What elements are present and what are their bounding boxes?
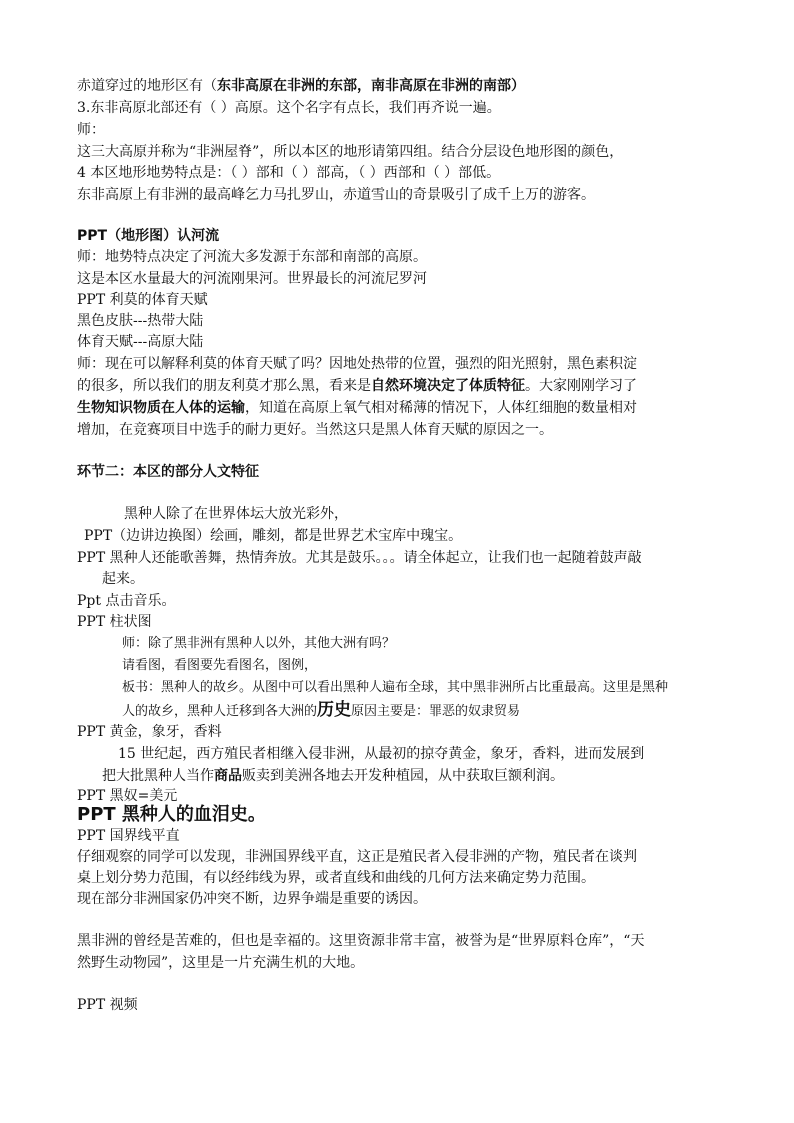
- paragraph: 增加，在竞赛项目中选手的耐力更好。当然这只是黑人体育天赋的原因之一。: [77, 422, 553, 438]
- paragraph: 师：除了黑非洲有黑种人以外，其他大洲有吗？: [122, 636, 396, 651]
- text: 贩卖到美洲各地去开发种植园，从中获取巨额利润。: [242, 768, 564, 784]
- paragraph: 这是本区水量最大的河流刚果河。世界最长的河流尼罗河: [77, 271, 427, 287]
- paragraph: 黑非洲的曾经是苦难的，但也是幸福的。这里资源非常丰富，被誉为是“世界原料仓库”，“天: [77, 933, 645, 949]
- bold-text: 历史: [317, 700, 352, 720]
- paragraph: 仔细观察的同学可以发现，非洲国界线平直，这正是殖民者入侵非洲的产物，殖民者在谈判: [77, 849, 637, 865]
- paragraph: 这三大高原并称为“非洲屋脊”，所以本区的地形请第四组。结合分层设色地形图的颜色，: [77, 144, 624, 160]
- bold-text: 生物知识物质在人体的运输: [77, 400, 245, 416]
- paragraph: 然野生动物园”，这里是一片充满生机的大地。: [77, 955, 365, 971]
- paragraph: 师：地势特点决定了河流大多发源于东部和南部的高原。: [77, 249, 427, 265]
- paragraph: 起来。: [102, 571, 144, 587]
- paragraph: 现在部分非洲国家仍冲突不断，边界争端是重要的诱因。: [77, 891, 427, 907]
- paragraph: PPT 视频: [77, 997, 138, 1013]
- bold-text: 东非高原在非洲的东部，南非高原在非洲的南部）: [217, 78, 525, 94]
- paragraph: 师：现在可以解释利莫的体育天赋了吗？因地处热带的位置，强烈的阳光照射，黑色素积淀: [77, 356, 637, 372]
- paragraph: 4 本区地形地势特点是：（ ）部和（ ）部高，（ ）西部和（ ）部低。: [77, 165, 501, 181]
- paragraph: [77, 76, 525, 97]
- paragraph: Ppt 点击音乐。: [77, 593, 176, 609]
- paragraph: 东非高原上有非洲的最高峰乞力马扎罗山，赤道雪山的奇景吸引了成千上万的游客。: [77, 187, 595, 203]
- paragraph: [77, 398, 637, 419]
- paragraph: PPT 利莫的体育天赋: [77, 292, 208, 308]
- paragraph: PPT 柱状图: [77, 614, 152, 630]
- paragraph: 3.东非高原北部还有（ ）高原。这个名字有点长，我们再齐说一遍。: [77, 100, 501, 116]
- paragraph: PPT 黑种人还能歌善舞，热情奔放。尤其是鼓乐。。。请全体起立，让我们也一起随着鼓声敲: [77, 550, 642, 566]
- bold-text: 商品: [214, 768, 242, 784]
- paragraph: 请看图，看图要先看图名，图例，: [122, 658, 318, 673]
- paragraph: 桌上划分势力范围，有以经纬线为界，或者直线和曲线的几何方法来确定势力范围。: [77, 870, 595, 886]
- paragraph: PPT 国界线平直: [77, 828, 180, 844]
- text: ，知道在高原上氧气相对稀薄的情况下，人体红细胞的数量相对: [245, 400, 637, 416]
- paragraph: 黑种人除了在世界体坛大放光彩外，: [124, 506, 348, 522]
- paragraph: 15 世纪起，西方殖民者相继入侵非洲，从最初的掠夺黄金，象牙，香料，进而发展到: [118, 746, 645, 762]
- text: 把大批黑种人当作: [102, 768, 214, 784]
- paragraph: PPT 黄金，象牙，香料: [77, 724, 222, 740]
- paragraph: [122, 700, 520, 723]
- paragraph: 体育天赋---高原大陆: [77, 334, 204, 350]
- paragraph: 板书：黑种人的故乡。从图中可以看出黑种人遍布全球，其中黑非洲所占比重最高。这里是黑种: [122, 680, 669, 695]
- emphasis-heading: PPT 黑种人的血泪史。: [77, 804, 266, 825]
- text: 的很多，所以我们的朋友利莫才那么黑，看来是: [77, 378, 371, 394]
- paragraph: PPT（边讲边换图）绘画，雕刻，都是世界艺术宝库中瑰宝。: [84, 528, 463, 544]
- section-heading: 环节二：本区的部分人文特征: [77, 464, 259, 480]
- paragraph: [77, 376, 637, 397]
- paragraph: 黑色皮肤---热带大陆: [77, 313, 204, 329]
- paragraph: [102, 766, 564, 787]
- section-heading: PPT（地形图）认河流: [77, 228, 220, 244]
- text: 赤道穿过的地形区有（: [77, 78, 217, 94]
- paragraph: 师：: [77, 122, 105, 138]
- text: 人的故乡，黑种人迁移到各大洲的: [122, 704, 318, 719]
- text: 原因主要是：罪恶的奴隶贸易: [351, 704, 521, 719]
- text: 。大家刚刚学习了: [525, 378, 637, 394]
- paragraph: PPT 黑奴=美元: [77, 788, 178, 804]
- bold-text: 自然环境决定了体质特征: [371, 378, 525, 394]
